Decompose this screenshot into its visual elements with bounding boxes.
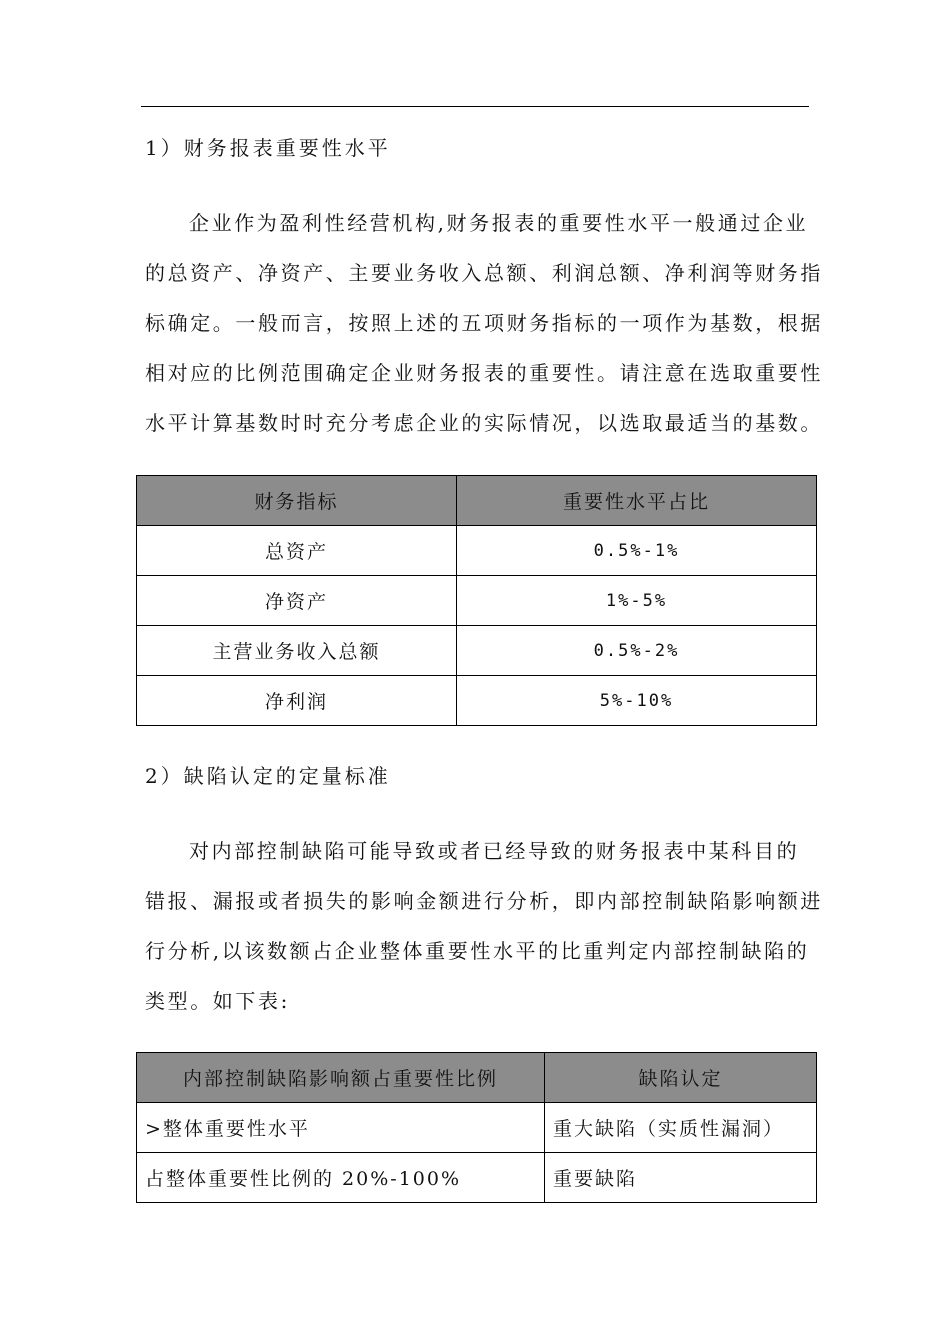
table-cell: 总资产	[137, 526, 457, 576]
table-row	[137, 626, 817, 676]
table-cell: 重要缺陷	[545, 1153, 817, 1203]
table-row	[137, 676, 817, 726]
section1-paragraph	[145, 198, 823, 448]
table-header-row	[137, 476, 817, 526]
table-cell: >整体重要性水平	[137, 1103, 545, 1153]
paragraph-line: 的总资产、净资产、主要业务收入总额、利润总额、净利润等财务指	[145, 261, 823, 285]
table-cell: 重大缺陷（实质性漏洞）	[545, 1103, 817, 1153]
table-cell: 0.5%-2%	[457, 626, 817, 676]
section1-heading: 1）财务报表重要性水平	[145, 136, 391, 160]
paragraph-line: 企业作为盈利性经营机构,财务报表的重要性水平一般通过企业	[189, 211, 809, 235]
paragraph-line: 行分析,以该数额占企业整体重要性水平的比重判定内部控制缺陷的	[145, 939, 810, 963]
table-cell: 净资产	[137, 576, 457, 626]
header-rule	[141, 106, 809, 107]
paragraph-line: 类型。如下表:	[145, 989, 290, 1013]
paragraph-line: 错报、漏报或者损失的影响金额进行分析，即内部控制缺陷影响额进	[145, 889, 823, 913]
table-cell: 5%-10%	[457, 676, 817, 726]
table-cell: 占整体重要性比例的 20%-100%	[137, 1153, 545, 1203]
table-row	[137, 1103, 817, 1153]
section2-paragraph	[145, 826, 823, 1026]
table-header-cell: 财务指标	[137, 476, 457, 526]
table-cell: 1%-5%	[457, 576, 817, 626]
table-header-cell: 缺陷认定	[545, 1053, 817, 1103]
paragraph-line: 对内部控制缺陷可能导致或者已经导致的财务报表中某科目的	[189, 839, 800, 863]
table-row	[137, 1153, 817, 1203]
section2-heading: 2）缺陷认定的定量标准	[145, 764, 391, 788]
paragraph-line: 相对应的比例范围确定企业财务报表的重要性。请注意在选取重要性	[145, 361, 823, 385]
table-cell: 净利润	[137, 676, 457, 726]
table-header-cell: 重要性水平占比	[457, 476, 817, 526]
table-header-cell: 内部控制缺陷影响额占重要性比例	[137, 1053, 545, 1103]
table-cell: 主营业务收入总额	[137, 626, 457, 676]
paragraph-line: 标确定。一般而言，按照上述的五项财务指标的一项作为基数，根据	[145, 311, 823, 335]
materiality-table	[136, 475, 817, 726]
table-header-row	[137, 1053, 817, 1103]
paragraph-line: 水平计算基数时时充分考虑企业的实际情况，以选取最适当的基数。	[145, 411, 823, 435]
table-cell: 0.5%-1%	[457, 526, 817, 576]
table-row	[137, 526, 817, 576]
deficiency-table	[136, 1052, 817, 1203]
table-row	[137, 576, 817, 626]
